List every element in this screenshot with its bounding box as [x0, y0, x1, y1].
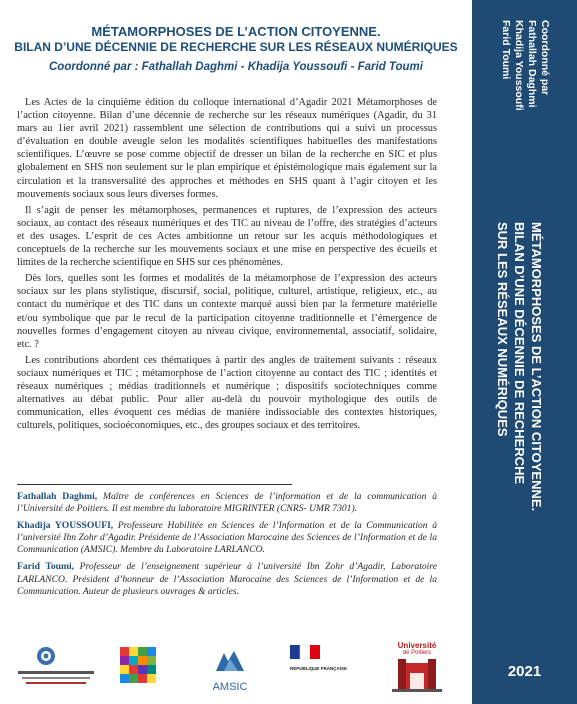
- book-spine: [472, 0, 577, 704]
- amsic-label: AMSIC: [212, 681, 248, 693]
- summary-paragraph-2: Il s’agit de penser les métamorphoses, permanences et ruptures, de l’expression des acteurs sociaux, au contact des réseaux numériques et des TIC au niveau de l’offre, des stratégies d’acteurs et des usages. L’esprit de ces Actes ambitionne un retour sur les acquis méthodologiques et conceptuels de la recherche sur les mouvements sociaux et une mise en perspective des écueils et limites de la recherche scientifique en SHS sur ces phénomènes.: [17, 204, 437, 269]
- faculty-logo: [16, 645, 96, 689]
- bio-youssoufi: [17, 520, 437, 556]
- spine-coord-label: Coordonné par: [539, 20, 551, 96]
- spine-title-line-3: SUR LES RÉSEAUX NUMÉRIQUES: [495, 222, 510, 437]
- mosaic-logo: [120, 647, 156, 683]
- amsic-logo: [200, 649, 260, 691]
- publication-year: 2021: [507, 663, 542, 680]
- book-title-line-1: MÉTAMORPHOSES DE L’ACTION CITOYENNE.: [91, 24, 381, 39]
- summary-text: [17, 96, 437, 435]
- bio-name: Fathallah Daghmi,: [17, 491, 98, 502]
- summary-paragraph-1: Les Actes de la cinquième édition du colloque international d’Agadir 2021 Métamorphoses de l’action citoyenne. Bilan d’une décennie de recherche sur les réseaux numériques (Agadir, du 31 mars au 1ier avril 2021) rassemblent une sélection de contributions qui a suivi un processus d’évaluation en double aveugle selon les modalités scientifiques habituelles des manifestations scientifiques. L’œuvre se pose comme objectif de dresser un bilan de la recherche en SIC et plus globalement en SHS non seulement sur le plan empirique et épistémologique mais également sur la circulation et la transversalité des approches et méthodes en SHS quant à l’agir citoyen et les mouvements sociaux sous leurs diverses formes.: [17, 97, 437, 200]
- coordination-line: Coordonné par : Fathallah Daghmi - Khadija Youssoufi - Farid Toumi: [49, 61, 423, 73]
- author-bios: [17, 491, 437, 603]
- universite-label-1: Université: [397, 641, 437, 650]
- bio-text: Professeure Habilitée en Sciences de l’Information et de la Communication à l’université Ibn Zohr d’Agadir. Présidente de l’Association Marocaine des Sciences de l’Information et de la Communication (AMSIC). Membre du Laboratoire LARLANCO.: [17, 520, 437, 556]
- spine-authors: [499, 20, 551, 111]
- spine-author-2: Khadija Youssoufi: [513, 20, 525, 111]
- summary-paragraph-3: Dès lors, quelles sont les formes et modalités de la métamorphose de l’expression des acteurs sociaux sur les plans stylistique, discursif, social, politique, culturel, artistique, religieux, etc., au contact du numérique et des TIC dans un contexte marqué aussi bien par la fermeture matérielle et/ou symbolique que par le recul de la participation citoyenne traditionnelle et l’émergence de nouvelles formes d’engagement citoyen au niveau civique, environnemental, associatif, solidaire, etc. ?: [17, 273, 437, 350]
- spine-title-line-1: MÉTAMORPHOSES DE L’ACTION CITOYENNE.: [529, 222, 544, 512]
- bio-text: Professeur de l’enseignement supérieur à l’université Ibn Zohr d’Agadir, Laboratoire LARLANCO. Président d’honneur de l’Association Marocaine des Sciences de l’Information et de la Communication. Auteur de plusieurs ouvrages & articles.: [17, 561, 437, 597]
- book-title-line-2: BILAN D’UNE DÉCENNIE DE RECHERCHE SUR LES RÉSEAUX NUMÉRIQUES: [14, 40, 458, 54]
- spine-author-1: Fathallah Daghmi: [526, 20, 538, 108]
- bio-daghmi: [17, 491, 437, 515]
- bio-name: Khadija YOUSSOUFI,: [17, 520, 114, 532]
- divider: [17, 484, 292, 485]
- universite-label-2: de Poitiers: [402, 650, 432, 656]
- bio-name: Farid Toumi,: [17, 561, 75, 573]
- bio-text: Maître de conférences en Sciences de l’information et de la communication à l’Université de Poitiers. Il est membre du laboratoire MIGRINTER (CNRS- UMR 7301).: [17, 491, 437, 515]
- partner-logos: [0, 635, 472, 704]
- universite-poitiers-logo: [388, 641, 446, 699]
- republique-label: RÉPUBLIQUE FRANÇAISE: [290, 666, 348, 671]
- bio-toumi: [17, 561, 437, 597]
- republique-logo: [290, 645, 348, 697]
- spine-title-line-2: BILAN D’UNE DÉCENNIE DE RECHERCHE: [512, 222, 527, 485]
- summary-paragraph-4: Les contributions abordent ces thématiques à partir des angles de traitement suivants : réseaux sociaux numériques et TIC ; métamorphose de l’action citoyenne au contact des TIC ; identités et réseaux numériques ; médias traditionnels et numérique ; dispositifs sociotechniques comme alternatives au débat public. Pour aller au-delà du pouvoir mythologique des outils de communication, elles évoquent ces médias de manière indissociable des contextes historiques, culturels, politiques, socioéconomiques, etc., des groupes sociaux et des territoires.: [17, 354, 437, 432]
- spine-title: [494, 222, 545, 511]
- spine-author-3: Farid Toumi: [500, 20, 512, 80]
